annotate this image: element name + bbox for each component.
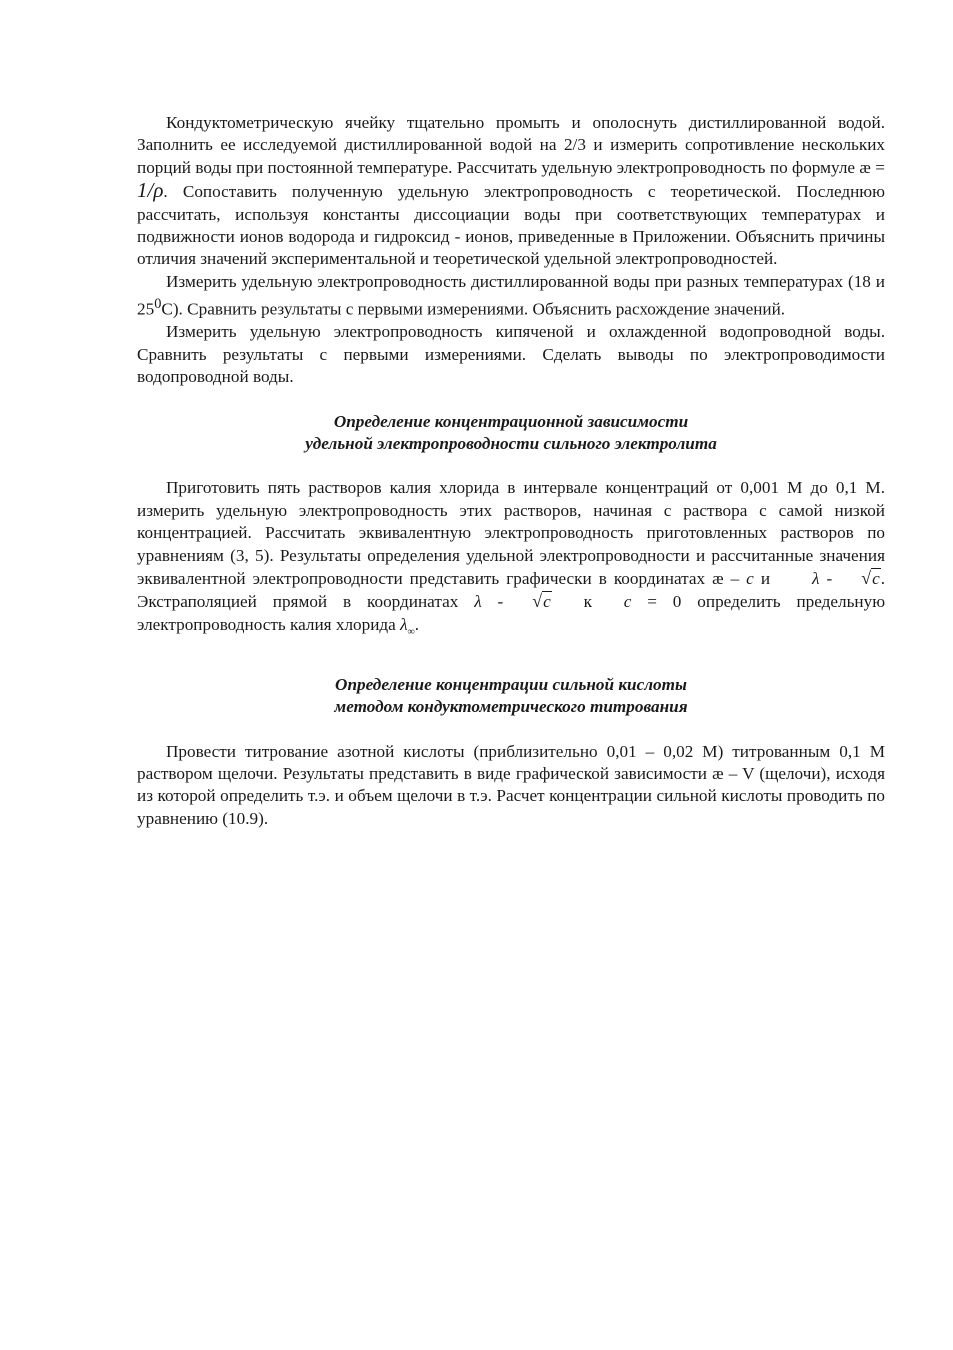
paragraph-text: Измерить удельную электропроводность дистиллированной воды при разных температурах (18 и 25 — [137, 271, 885, 319]
paragraph-text: . Сопоставить полученную удельную электропроводность с теоретической. Последнюю рассчитать, используя константы диссоциации воды при соответствующих температурах и подвижности ионов водорода и гидроксид - ионов, приведенные в Приложении. Объяснить причины отличия значений экспериментальной и теоретической удельной электропроводностей. — [137, 182, 885, 269]
section-heading-concentration — [137, 411, 885, 456]
heading-line-1: Определение концентрации сильной кислоты — [335, 674, 687, 694]
paragraph-temperature — [137, 271, 885, 322]
heading-line-2: удельной электропроводности сильного электролита — [305, 434, 717, 454]
math-sqrt-c: √c — [532, 591, 551, 612]
paragraph-text: Кондуктометрическую ячейку тщательно промыть и ополоснуть дистиллированной водой. Заполнить ее исследуемой дистиллированной водой на 2/3 и измерить сопротивление нескольких порций воды при постоянной температуре. Рассчитать удельную электропроводность по формуле æ = — [137, 113, 885, 177]
paragraph-text: Измерить удельную электропроводность кипяченой и охлажденной водопроводной воды. Сравнить результаты с первыми измерениями. Сделать выводы по электропроводимости водопроводной воды. — [137, 322, 885, 387]
paragraph-text: Приготовить пять растворов калия хлорида в интервале концентраций от 0,001 М до 0,1 М. измерить удельную электропроводность этих растворов, начиная с раствора с самой низкой концентрацией. Рассчитать эквивалентную электропроводность приготовленных растворов по уравнениям (3, 5). Результаты определения удельной электропроводности и рассчитанные значения эквивалентной электропроводности представить графически в координатах æ – — [137, 478, 885, 589]
formula-resistivity: 1/ρ — [137, 178, 164, 203]
math-c-eq: c — [623, 592, 632, 612]
math-c: c — [746, 569, 754, 589]
superscript-degree: 0 — [154, 296, 162, 313]
word-to: к — [583, 592, 592, 612]
section-heading-titration — [137, 674, 885, 719]
paragraph-text: Провести титрование азотной кислоты (приблизительно 0,01 – 0,02 М) титрованным 0,1 М раствором щелочи. Результаты представить в виде графической зависимости æ – V (щелочи), исходя из которой определить т.э. и объем щелочи в т.э. Расчет концентрации сильной кислоты проводить по уравнению (10.9). — [137, 741, 885, 828]
document-body — [137, 112, 885, 830]
math-dash: - — [826, 569, 833, 589]
math-lambda: λ — [812, 569, 820, 589]
paragraph-tap-water — [137, 321, 885, 388]
word-and: и — [760, 569, 771, 589]
paragraph-titration — [137, 741, 885, 831]
paragraph-kcl-solutions — [137, 477, 885, 643]
heading-line-2: методом кондуктометрического титрования — [334, 697, 688, 717]
math-lambda-infinity: $\lambda_\infty$ — [400, 614, 415, 638]
paragraph-text: определить предельную электропроводность калия хлорида — [137, 592, 886, 634]
math-eq-zero: = 0 — [647, 592, 682, 612]
math-sqrt-c: √c — [861, 568, 880, 589]
math-dash: - — [497, 592, 504, 612]
math-lambda: λ — [474, 592, 482, 612]
period: . — [414, 614, 419, 634]
paragraph-text: С). Сравнить результаты с первыми измерениями. Объяснить расхождение значений. — [161, 299, 786, 319]
heading-line-1: Определение концентрационной зависимости — [333, 411, 689, 431]
paragraph-text: . Экстраполяцией прямой в координатах — [137, 569, 886, 612]
paragraph-cell-washing — [137, 112, 885, 271]
